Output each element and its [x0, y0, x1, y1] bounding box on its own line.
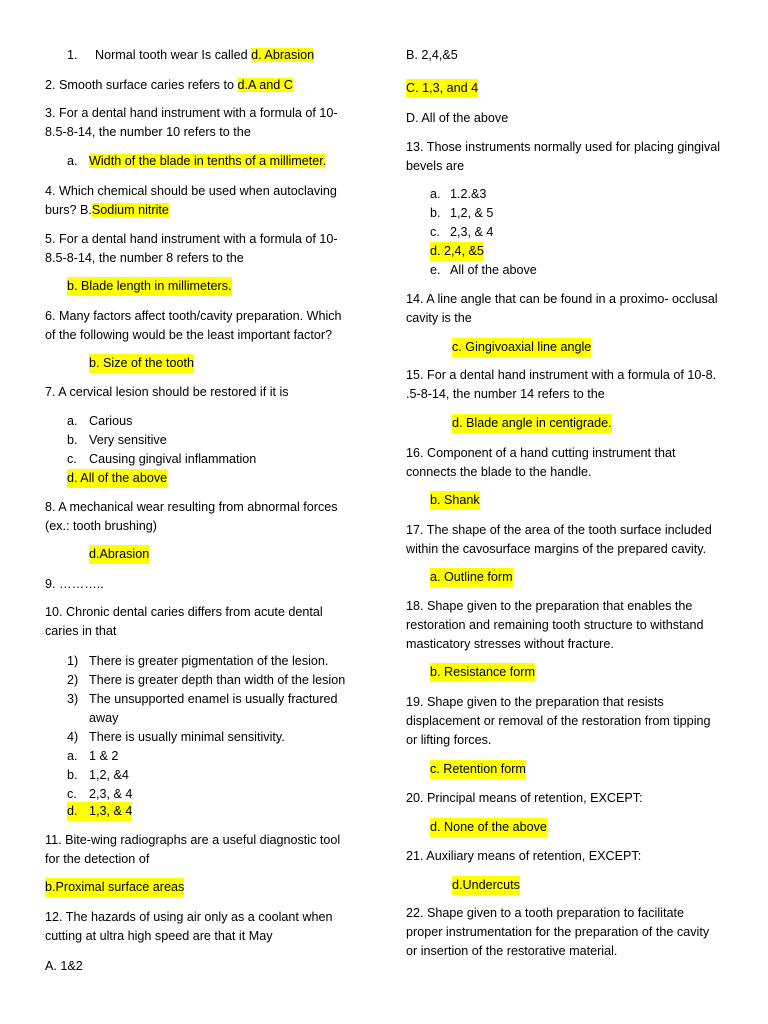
- question-10-item-2-marker: 2): [67, 673, 79, 687]
- question-13-option-a-text: 1.2.&3: [450, 187, 487, 201]
- question-13-option-b-marker: b.: [430, 206, 441, 220]
- question-11-line-1: 11. Bite-wing radiographs are a useful diagnostic tool: [45, 833, 341, 847]
- question-3-line-2: 8.5-8-14, the number 10 refers to the: [45, 125, 251, 139]
- question-18-answer: b. Resistance form: [430, 663, 535, 682]
- question-4-line-2: [45, 201, 169, 220]
- question-7-option-a-text: Carious: [89, 414, 133, 428]
- question-7-option-b: [67, 431, 167, 450]
- question-10-item-3-marker: 3): [67, 692, 79, 706]
- question-10-item-3: [67, 690, 338, 709]
- question-1-answer: d. Abrasion: [251, 48, 315, 62]
- question-2-answer: d.A and C: [237, 78, 293, 92]
- question-8-answer: d.Abrasion: [89, 545, 149, 564]
- question-6-line-2: of the following would be the least important factor?: [45, 328, 333, 342]
- question-7-text: 7. A cervical lesion should be restored if it is: [45, 385, 289, 399]
- question-7-answer: d. All of the above: [67, 469, 167, 488]
- question-3-answer-row: [67, 152, 326, 171]
- question-16-line-1: 16. Component of a hand cutting instrument that: [406, 446, 676, 460]
- question-12-option-d: D. All of the above: [406, 111, 509, 125]
- question-13-line-1: 13. Those instruments normally used for placing gingival: [406, 140, 721, 154]
- question-10-item-3-cont-text: away: [89, 711, 119, 725]
- question-10-item-3-continued: [67, 709, 118, 728]
- question-13-option-e: [430, 261, 537, 280]
- question-19-line-2: displacement or removal of the restoration from tipping: [406, 714, 711, 728]
- question-7-option-c: [67, 450, 256, 469]
- question-10-option-c-text: 2,3, & 4: [89, 787, 133, 801]
- question-7-option-a-marker: a.: [67, 414, 78, 428]
- question-8-line-2: (ex.: tooth brushing): [45, 519, 158, 533]
- question-1: [67, 46, 314, 65]
- question-6-answer: b. Size of the tooth: [89, 354, 194, 373]
- question-15-line-1: 15. For a dental hand instrument with a formula of 10-8.: [406, 368, 717, 382]
- question-12-answer: C. 1,3, and 4: [406, 79, 478, 98]
- question-7-option-b-text: Very sensitive: [89, 433, 167, 447]
- question-8-line-1: 8. A mechanical wear resulting from abnormal forces: [45, 500, 338, 514]
- question-18-line-1: 18. Shape given to the preparation that enables the: [406, 599, 693, 613]
- question-14-answer: c. Gingivoaxial line angle: [452, 338, 591, 357]
- question-13-option-b: [430, 204, 493, 223]
- question-20-answer: d. None of the above: [430, 818, 547, 837]
- question-22-line-3: or insertion of the restorative material.: [406, 944, 618, 958]
- question-10-item-4-marker: 4): [67, 730, 79, 744]
- question-10-answer-text: 1,3, & 4: [89, 804, 133, 818]
- question-13-option-c-text: 2,3, & 4: [450, 225, 494, 239]
- question-13-option-a-marker: a.: [430, 187, 441, 201]
- question-4-prefix: burs? B.: [45, 203, 92, 217]
- question-2-text: 2. Smooth surface caries refers to: [45, 78, 238, 92]
- question-3-answer: Width of the blade in tenths of a millimeter.: [89, 154, 327, 168]
- question-22-line-1: 22. Shape given to a tooth preparation to facilitate: [406, 906, 684, 920]
- question-10-option-a-text: 1 & 2: [89, 749, 119, 763]
- question-16-line-2: connects the blade to the handle.: [406, 465, 592, 479]
- question-19-answer: c. Retention form: [430, 760, 526, 779]
- question-13-option-b-text: 1,2, & 5: [450, 206, 494, 220]
- question-5-line-2: 8.5-8-14, the number 8 refers to the: [45, 251, 244, 265]
- question-22-line-2: proper instrumentation for the preparation of the cavity: [406, 925, 710, 939]
- question-10-item-3-text: The unsupported enamel is usually fractured: [89, 692, 338, 706]
- question-10-line-1: 10. Chronic dental caries differs from acute dental: [45, 605, 323, 619]
- question-20-text: 20. Principal means of retention, EXCEPT:: [406, 791, 643, 805]
- question-19-line-3: or lifting forces.: [406, 733, 492, 747]
- question-10-option-b-marker: b.: [67, 768, 78, 782]
- question-10-item-4: [67, 728, 285, 747]
- question-10-option-a-marker: a.: [67, 749, 78, 763]
- question-14-line-1: 14. A line angle that can be found in a proximo- occlusal: [406, 292, 718, 306]
- question-17-line-1: 17. The shape of the area of the tooth surface included: [406, 523, 712, 537]
- question-18-line-2: restoration and remaining tooth structure to withstand: [406, 618, 704, 632]
- question-18-line-3: masticatory stresses without fracture.: [406, 637, 614, 651]
- question-10-line-2: caries in that: [45, 624, 117, 638]
- question-10-item-1-marker: 1): [67, 654, 79, 668]
- question-15-answer: d. Blade angle in centigrade.: [452, 414, 612, 433]
- question-10-answer-marker: d.: [67, 804, 78, 818]
- question-13-answer: d. 2,4, &5: [430, 242, 484, 261]
- question-13-option-c-marker: c.: [430, 225, 440, 239]
- question-12-line-1: 12. The hazards of using air only as a coolant when: [45, 910, 333, 924]
- question-10-answer: [67, 802, 132, 821]
- question-10-option-b: [67, 766, 129, 785]
- question-10-option-b-text: 1,2, &4: [89, 768, 129, 782]
- question-15-line-2: .5-8-14, the number 14 refers to the: [406, 387, 605, 401]
- question-7-option-a: [67, 412, 132, 431]
- question-21-answer: d.Undercuts: [452, 876, 520, 895]
- question-10-item-2-text: There is greater depth than width of the lesion: [89, 673, 346, 687]
- question-17-line-2: within the cavosurface margins of the prepared cavity.: [406, 542, 707, 556]
- question-17-answer: a. Outline form: [430, 568, 513, 587]
- question-13-option-c: [430, 223, 493, 242]
- question-4-answer: Sodium nitrite: [91, 203, 169, 217]
- question-7-option-b-marker: b.: [67, 433, 78, 447]
- question-11-line-2: for the detection of: [45, 852, 150, 866]
- question-10-option-a: [67, 747, 118, 766]
- question-1-number: 1.: [67, 48, 78, 62]
- question-12-option-a: A. 1&2: [45, 959, 83, 973]
- question-10-item-1-text: There is greater pigmentation of the lesion.: [89, 654, 329, 668]
- question-16-answer: b. Shank: [430, 491, 480, 510]
- question-11-answer: b.Proximal surface areas: [45, 878, 184, 897]
- question-3-line-1: 3. For a dental hand instrument with a formula of 10-: [45, 106, 338, 120]
- question-12-line-2: cutting at ultra high speed are that it May: [45, 929, 273, 943]
- question-7-option-c-text: Causing gingival inflammation: [89, 452, 257, 466]
- question-10-item-2: [67, 671, 345, 690]
- question-10-item-4-text: There is usually minimal sensitivity.: [89, 730, 285, 744]
- question-12-option-b: B. 2,4,&5: [406, 48, 458, 62]
- question-5-answer: b. Blade length in millimeters.: [67, 277, 232, 296]
- question-5-line-1: 5. For a dental hand instrument with a formula of 10-: [45, 232, 338, 246]
- question-7-option-c-marker: c.: [67, 452, 77, 466]
- question-13-option-e-marker: e.: [430, 263, 441, 277]
- question-6-line-1: 6. Many factors affect tooth/cavity preparation. Which: [45, 309, 342, 323]
- question-10-item-1: [67, 652, 328, 671]
- question-13-option-e-text: All of the above: [450, 263, 537, 277]
- question-9-text: 9. ………..: [45, 577, 104, 591]
- question-19-line-1: 19. Shape given to the preparation that resists: [406, 695, 664, 709]
- question-3-answer-marker: a.: [67, 154, 78, 168]
- question-2: [45, 76, 293, 95]
- question-21-text: 21. Auxiliary means of retention, EXCEPT:: [406, 849, 642, 863]
- question-10-option-c-marker: c.: [67, 787, 77, 801]
- question-4-line-1: 4. Which chemical should be used when autoclaving: [45, 184, 337, 198]
- question-13-option-a: [430, 185, 486, 204]
- question-13-line-2: bevels are: [406, 159, 465, 173]
- question-1-text: Normal tooth wear Is called: [95, 48, 252, 62]
- question-14-line-2: cavity is the: [406, 311, 472, 325]
